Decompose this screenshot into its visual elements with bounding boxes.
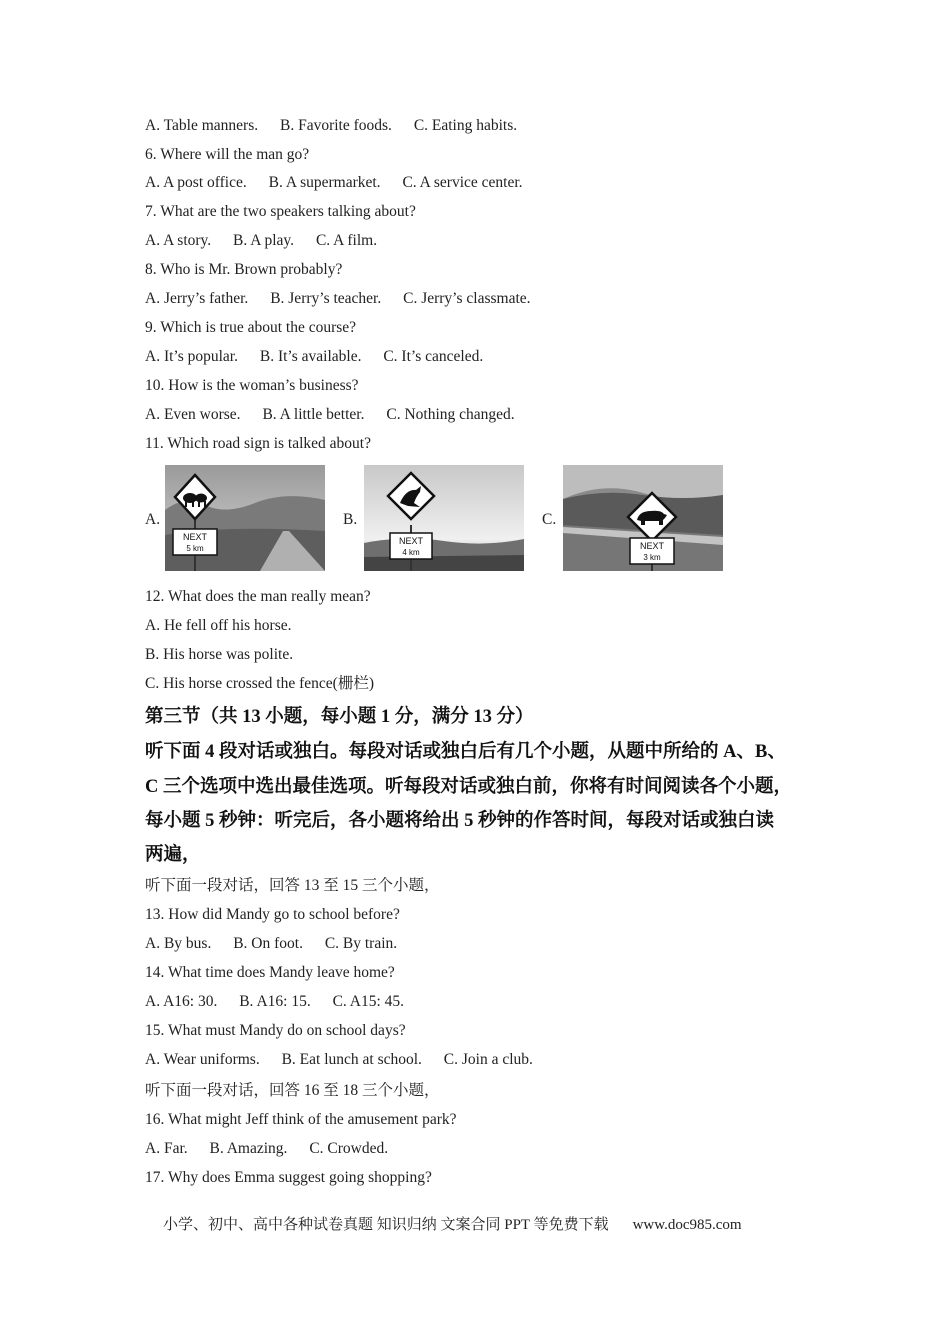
dialogue-intro: 听下面一段对话，回答 16 至 18 三个小题， <box>145 1082 440 1099</box>
instructions-line-1: 听下面 4 段对话或独白。每段对话或独白后有几个小题，从题中所给的 A、B、 <box>145 742 786 762</box>
option-b: B. Eat lunch at school. <box>281 1051 422 1068</box>
option-c: C. A film. <box>315 232 378 249</box>
section-title: 第三节（共 13 小题，每小题 1 分，满分 13 分） <box>145 707 534 727</box>
option-c: C. Nothing changed. <box>386 406 515 423</box>
option-b: B. A16: 15. <box>239 993 311 1010</box>
q7-question: 7. What are the two speakers talking about? <box>145 203 416 220</box>
q8-question: 8. Who is Mr. Brown probably? <box>145 261 343 278</box>
footer-text: 小学、初中、高中各种试卷真题 知识归纳 文案合同 PPT 等免费下载 <box>163 1217 609 1233</box>
road-sign-image-elephant <box>165 465 325 571</box>
q15-question: 15. What must Mandy do on school days? <box>145 1022 406 1039</box>
q9-options <box>145 347 501 367</box>
q14-options <box>145 992 422 1012</box>
road-sign-image-kangaroo <box>364 465 524 571</box>
q12-option-b: B. His horse was polite. <box>145 646 294 663</box>
q8-options <box>145 289 549 309</box>
option-c: C. Join a club. <box>443 1051 533 1068</box>
option-c: C. A service center. <box>402 174 523 191</box>
page-footer <box>163 1213 742 1234</box>
q9-question: 9. Which is true about the course? <box>145 319 357 336</box>
sign-distance-text: 5 km <box>186 544 204 553</box>
option-c: C. Jerry’s classmate. <box>403 290 531 307</box>
dialogue-intro: 听下面一段对话，回答 13 至 15 三个小题， <box>145 877 440 894</box>
q13-question: 13. How did Mandy go to school before? <box>145 906 400 923</box>
sign-distance-text: 4 km <box>402 548 420 557</box>
option-b: B. A supermarket. <box>268 174 381 191</box>
sign-next-text: NEXT <box>182 532 208 542</box>
q5-options <box>145 116 535 136</box>
option-a: A. Wear uniforms. <box>145 1051 260 1068</box>
road-sign-image-bear <box>563 465 723 571</box>
sign-next-text: NEXT <box>398 536 424 546</box>
option-c: C. Eating habits. <box>413 117 518 134</box>
option-a: A. Table manners. <box>145 117 259 134</box>
q12-option-a: A. He fell off his horse. <box>145 617 292 634</box>
option-a: A. Jerry’s father. <box>145 290 249 307</box>
option-c: C. Crowded. <box>309 1140 389 1157</box>
option-a: A. A16: 30. <box>145 993 218 1010</box>
sign-distance-text: 3 km <box>643 553 661 562</box>
option-b: B. Jerry’s teacher. <box>270 290 382 307</box>
q16-question: 16. What might Jeff think of the amusement park? <box>145 1111 457 1128</box>
q6-options <box>145 173 541 193</box>
q11-question: 11. Which road sign is talked about? <box>145 435 371 452</box>
instructions-line-2: C 三个选项中选出最佳选项。听每段对话或独白前，你将有时间阅读各个小题， <box>145 777 792 797</box>
option-a: A. By bus. <box>145 935 212 952</box>
q10-options <box>145 405 533 425</box>
q13-options <box>145 934 415 954</box>
option-b: B. Favorite foods. <box>280 117 392 134</box>
instructions-line-4: 两遍， <box>145 845 201 865</box>
option-b: B. A play. <box>233 232 295 249</box>
option-b: B. A little better. <box>262 406 365 423</box>
q10-question: 10. How is the woman’s business? <box>145 377 359 394</box>
sign-next-text: NEXT <box>639 541 665 551</box>
option-c: C. It’s canceled. <box>383 348 484 365</box>
q17-question: 17. Why does Emma suggest going shopping? <box>145 1169 432 1186</box>
q16-options <box>145 1139 406 1159</box>
option-a: A. A story. <box>145 232 212 249</box>
option-c: C. By train. <box>324 935 398 952</box>
option-b: B. On foot. <box>233 935 303 952</box>
q12-question: 12. What does the man really mean? <box>145 588 371 605</box>
option-b: B. It’s available. <box>259 348 362 365</box>
option-a: A. It’s popular. <box>145 348 238 365</box>
option-b: B. Amazing. <box>209 1140 288 1157</box>
option-a: A. Far. <box>145 1140 188 1157</box>
q7-options <box>145 231 395 251</box>
instructions-line-3: 每小题 5 秒钟：听完后，各小题将给出 5 秒钟的作答时间，每段对话或独白读 <box>145 811 775 831</box>
option-a: A. Even worse. <box>145 406 241 423</box>
q14-question: 14. What time does Mandy leave home? <box>145 964 395 981</box>
option-a: A. A post office. <box>145 174 247 191</box>
q6-question: 6. Where will the man go? <box>145 146 310 163</box>
q15-options <box>145 1050 551 1070</box>
footer-site-link[interactable]: www.doc985.com <box>632 1217 742 1233</box>
figure-label-b: B. <box>343 511 358 528</box>
figure-label-a: A. <box>145 511 161 528</box>
figure-label-c: C. <box>542 511 557 528</box>
q12-option-c: C. His horse crossed the fence(栅栏) <box>145 675 374 692</box>
option-c: C. A15: 45. <box>332 993 405 1010</box>
